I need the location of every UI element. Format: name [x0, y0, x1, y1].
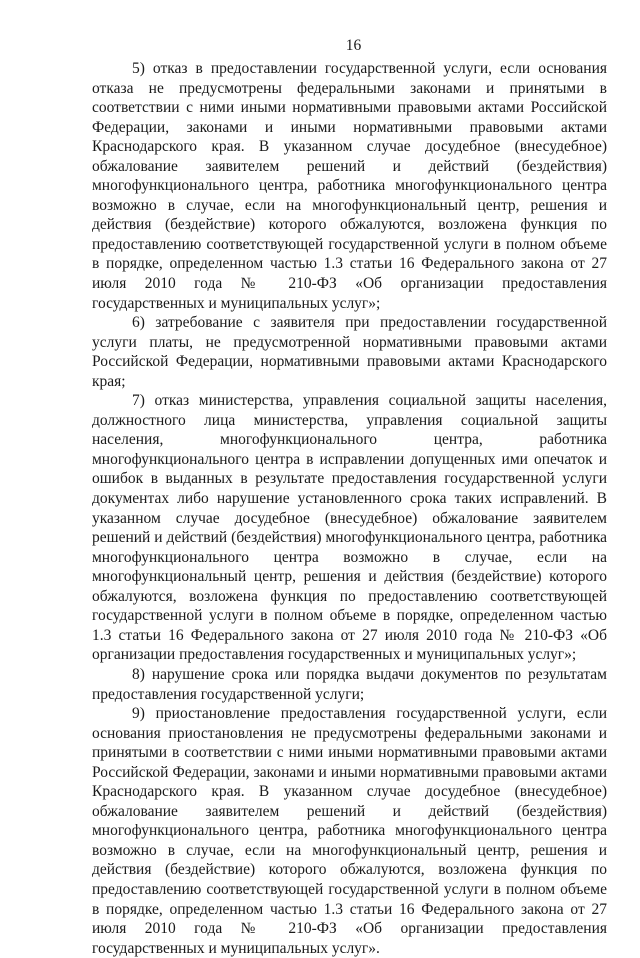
document-body [92, 59, 607, 958]
paragraph-item-9: 9) приостановление предоставления государственной услуги, если основания приостановления не предусмотрены федеральными законами и принятыми в соответствии с ними иными нормативными правовыми актами Российской Федерации, законами и иными нормативными правовыми актами Краснодарского края. В указанном случае досудебное (внесудебное) обжалование заявителем решений и действий (бездействия) многофункционального центра, работника многофункционального центра возможно в случае, если на многофункциональный центр, решения и действия (бездействие) которого обжалуются, возложена функция по предоставлению соответствующей государственной услуги в полном объеме в порядке, определенном частью 1.3 статьи 16 Федерального закона от 27 июля 2010 года № 210-ФЗ «Об организации предоставления государственных и муниципальных услуг». [92, 705, 607, 957]
paragraph-item-7: 7) отказ министерства, управления социальной защиты населения, должностного лица министерства, управления социальной защиты населения, многофункционального центра, работника многофункционального центра в исправлении допущенных ими опечаток и ошибок в выданных в результате предоставления государственной услуги документах либо нарушение установленного срока таких исправлений. В указанном случае досудебное (внесудебное) обжалование заявителем решений и действий (бездействия) многофункционального центра, работника многофункционального центра возможно в случае, если на многофункциональный центр, решения и действия (бездействие) которого обжалуются, возложена функция по предоставлению соответствующей государственной услуги в полном объеме в порядке, определенном частью 1.3 статьи 16 Федерального закона от 27 июля 2010 года № 210-ФЗ «Об организации предоставления государственных и муниципальных услуг»; [92, 392, 607, 664]
paragraph-item-6: 6) затребование с заявителя при предоставлении государственной услуги платы, не предусмотренной нормативными правовыми актами Российской Федерации, нормативными правовыми актами Краснодарского края; [92, 314, 607, 390]
paragraph-item-8: 8) нарушение срока или порядка выдачи документов по результатам предоставления государственной услуги; [92, 665, 607, 703]
paragraph-item-5: 5) отказ в предоставлении государственной услуги, если основания отказа не предусмотрены федеральными законами и принятыми в соответствии с ними иными нормативными правовыми актами Российской Федерации, законами и иными нормативными правовыми актами Краснодарского края. В указанном случае досудебное (внесудебное) обжалование заявителем решений и действий (бездействия) многофункционального центра, работника многофункционального центра возможно в случае, если на многофункциональный центр, решения и действия (бездействие) которого обжалуются, возложена функция по предоставлению соответствующей государственной услуги в полном объеме в порядке, определенном частью 1.3 статьи 16 Федерального закона от 27 июля 2010 года № 210-ФЗ «Об организации предоставления государственных и муниципальных услуг»; [92, 60, 607, 312]
page-number: 16 [345, 37, 362, 54]
